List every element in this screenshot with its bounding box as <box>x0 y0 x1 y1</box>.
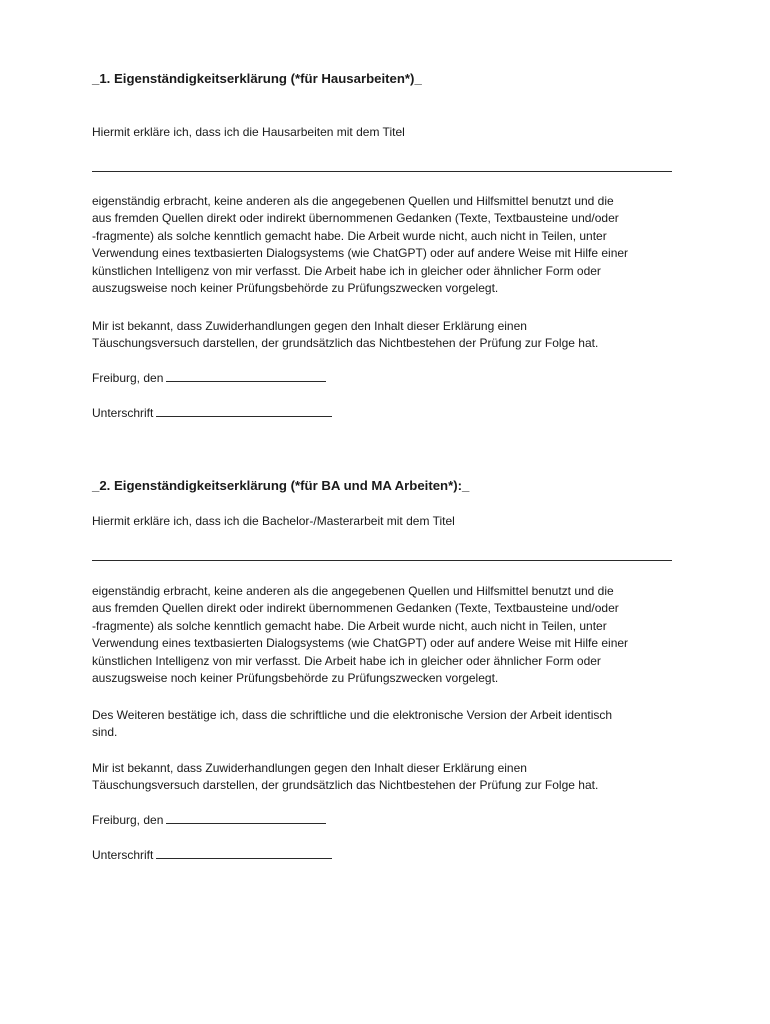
signature-field[interactable] <box>156 848 332 859</box>
signature-label: Unterschrift <box>92 848 154 862</box>
paragraph-line: sind. <box>92 725 118 740</box>
section1-title-line[interactable] <box>92 171 672 172</box>
paragraph-line: auszugsweise noch keiner Prüfungsbehörde zu Prüfungszwecken vorgelegt. <box>92 671 499 686</box>
section2-declaration-paragraph <box>92 583 682 687</box>
section2-signature-row <box>92 848 332 862</box>
section1-declaration-paragraph <box>92 193 682 297</box>
paragraph-line: Verwendung eines textbasierten Dialogsystems (wie ChatGPT) oder auf andere Weise mit Hilfe einer <box>92 246 629 261</box>
paragraph-line: -fragmente) als solche kenntlich gemacht habe. Die Arbeit wurde nicht, auch nicht in Teilen, unter <box>92 618 607 633</box>
section2-intro: Hiermit erkläre ich, dass ich die Bachelor-/Masterarbeit mit dem Titel <box>92 514 455 528</box>
place-date-field[interactable] <box>166 813 326 824</box>
paragraph-line: künstlichen Intelligenz von mir verfasst. Die Arbeit habe ich in gleicher oder ähnlicher Form oder <box>92 653 601 668</box>
signature-field[interactable] <box>156 406 332 417</box>
paragraph-line: künstlichen Intelligenz von mir verfasst. Die Arbeit habe ich in gleicher oder ähnlicher Form oder <box>92 263 601 278</box>
paragraph-line: auszugsweise noch keiner Prüfungsbehörde zu Prüfungszwecken vorgelegt. <box>92 281 499 296</box>
paragraph-line: aus fremden Quellen direkt oder indirekt übernommenen Gedanken (Texte, Textbausteine und/oder <box>92 601 619 616</box>
section1-heading: _1. Eigenständigkeitserklärung (*für Hausarbeiten*)_ <box>92 71 422 86</box>
signature-label: Unterschrift <box>92 406 154 420</box>
section2-awareness-paragraph <box>92 760 682 795</box>
paragraph-line: Täuschungsversuch darstellen, der grundsätzlich das Nichtbestehen der Prüfung zur Folge hat. <box>92 778 599 793</box>
section1-signature-row <box>92 406 332 420</box>
paragraph-line: Verwendung eines textbasierten Dialogsystems (wie ChatGPT) oder auf andere Weise mit Hilfe einer <box>92 636 629 651</box>
paragraph-line: Mir ist bekannt, dass Zuwiderhandlungen gegen den Inhalt dieser Erklärung einen <box>92 761 527 775</box>
section1-intro: Hiermit erkläre ich, dass ich die Hausarbeiten mit dem Titel <box>92 125 405 139</box>
section2-version-paragraph <box>92 707 682 742</box>
section1-place-date-row <box>92 371 326 385</box>
paragraph-line: eigenständig erbracht, keine anderen als die angegebenen Quellen und Hilfsmittel benutzt und die <box>92 584 614 598</box>
place-date-field[interactable] <box>166 371 326 382</box>
paragraph-line: Des Weiteren bestätige ich, dass die schriftliche und die elektronische Version der Arbeit identisch <box>92 708 613 722</box>
paragraph-line: -fragmente) als solche kenntlich gemacht habe. Die Arbeit wurde nicht, auch nicht in Teilen, unter <box>92 228 607 243</box>
paragraph-line: Mir ist bekannt, dass Zuwiderhandlungen gegen den Inhalt dieser Erklärung einen <box>92 319 527 333</box>
section2-place-date-row <box>92 813 326 827</box>
paragraph-line: eigenständig erbracht, keine anderen als die angegebenen Quellen und Hilfsmittel benutzt und die <box>92 194 614 208</box>
paragraph-line: Täuschungsversuch darstellen, der grundsätzlich das Nichtbestehen der Prüfung zur Folge hat. <box>92 336 599 351</box>
section2-title-line[interactable] <box>92 560 672 561</box>
place-date-label: Freiburg, den <box>92 813 164 827</box>
section1-awareness-paragraph <box>92 318 682 353</box>
place-date-label: Freiburg, den <box>92 371 164 385</box>
section2-heading: _2. Eigenständigkeitserklärung (*für BA und MA Arbeiten*):_ <box>92 478 470 493</box>
paragraph-line: aus fremden Quellen direkt oder indirekt übernommenen Gedanken (Texte, Textbausteine und/oder <box>92 211 619 226</box>
